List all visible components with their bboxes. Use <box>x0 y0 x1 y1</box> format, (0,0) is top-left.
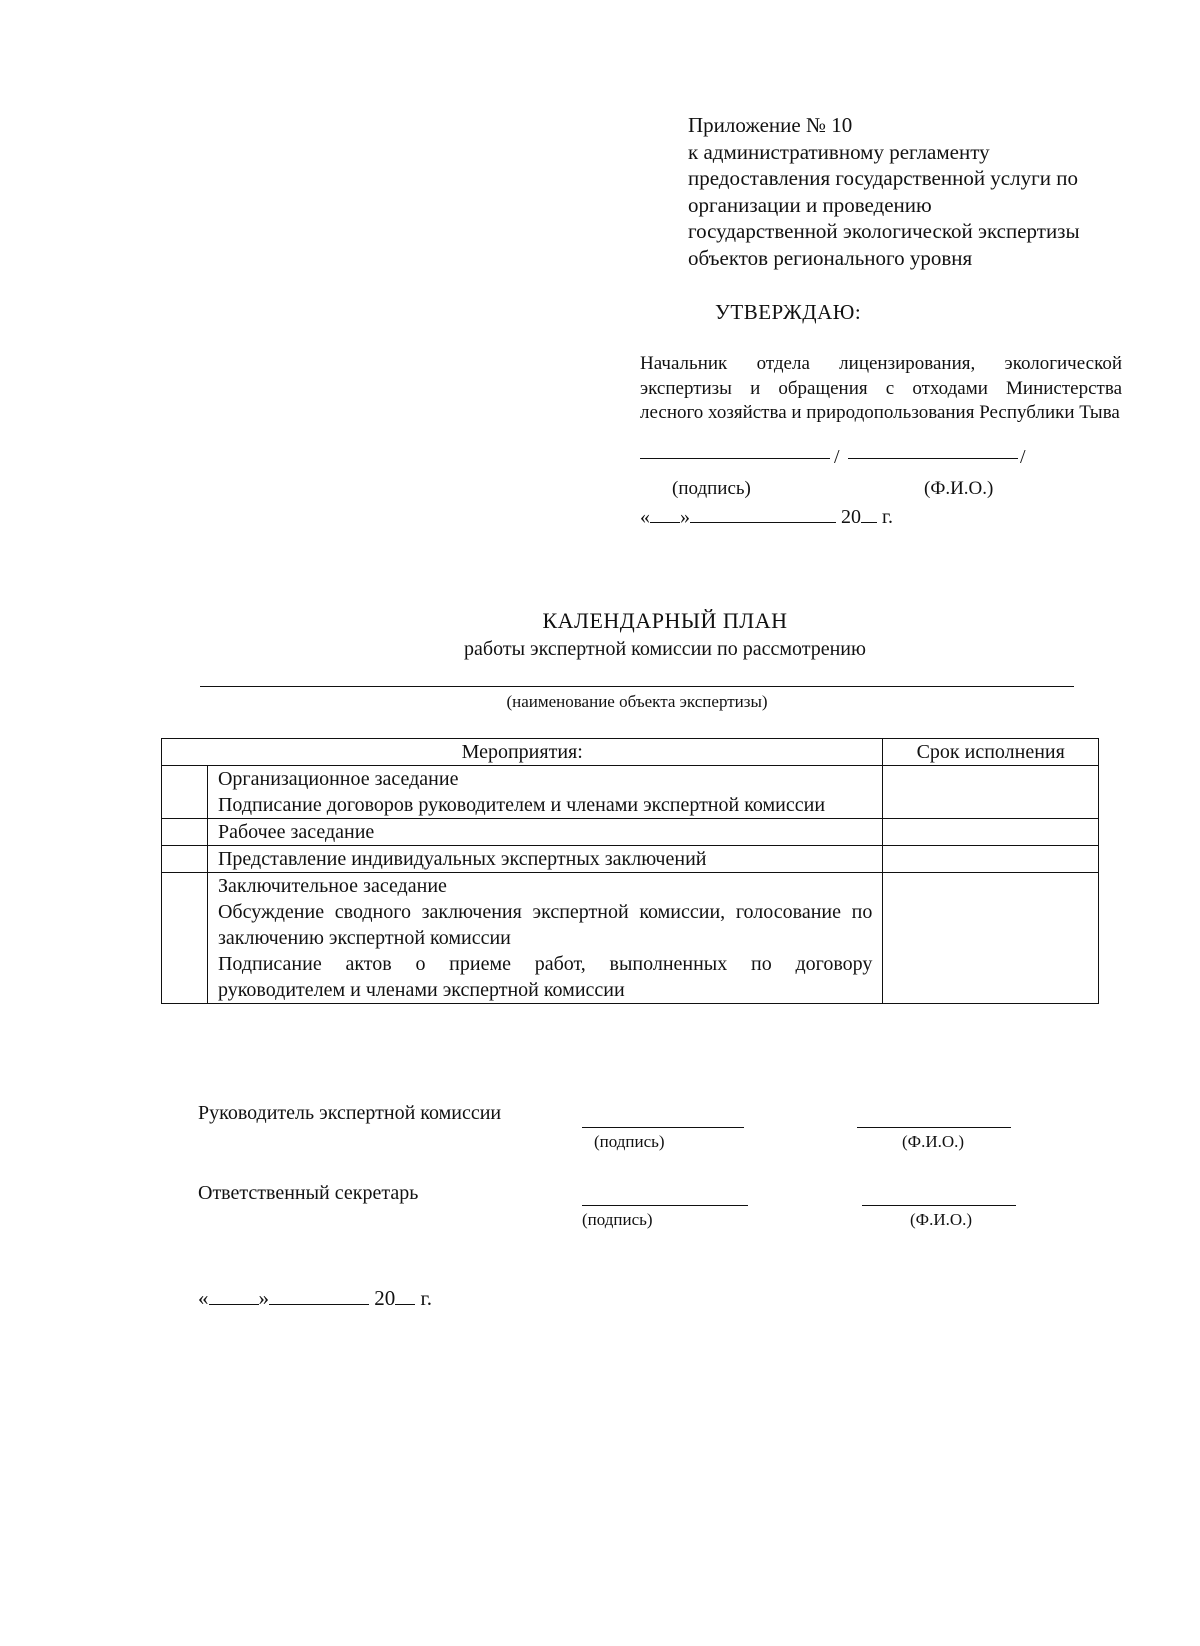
approver-signature-caption: (подпись) <box>672 478 751 499</box>
row-number-cell <box>162 766 208 819</box>
approval-date <box>640 506 893 529</box>
closing-date <box>198 1286 432 1311</box>
secretary-signature-caption: (подпись) <box>582 1210 653 1229</box>
appendix-line: предоставления государственной услуги по <box>688 166 1078 190</box>
header-deadline: Срок исполнения <box>883 739 1099 766</box>
event-line: Подписание актов о приеме работ, выполненных по договору руководителем и членами экспертной комиссии <box>217 953 873 1001</box>
approver-name-caption: (Ф.И.О.) <box>924 478 994 499</box>
approval-title: УТВЕРЖДАЮ: <box>715 300 862 324</box>
row-number-cell <box>162 819 208 846</box>
appendix-line: Приложение № 10 <box>688 113 853 137</box>
date-quote-close: » <box>680 506 690 528</box>
head-label: Руководитель экспертной комиссии <box>198 1102 502 1124</box>
row-deadline-cell <box>883 766 1099 819</box>
row-number-cell <box>162 873 208 1004</box>
approver-name-line <box>848 458 1018 459</box>
approver-position: Начальник отдела лицензирования, экологической экспертизы и обращения с отходами Министерства лесного хозяйства и природопользования Республики Тыва <box>640 353 1122 423</box>
event-line: Заключительное заседание <box>217 875 447 897</box>
event-line: Представление индивидуальных экспертных заключений <box>217 848 707 870</box>
event-line: Рабочее заседание <box>217 821 375 843</box>
appendix-line: к административному регламенту <box>688 139 990 164</box>
row-deadline-cell <box>883 819 1099 846</box>
slash-separator: / <box>834 446 840 468</box>
row-deadline-cell <box>883 873 1099 1004</box>
appendix-line: объектов регионального уровня <box>688 245 973 270</box>
appendix-header <box>688 112 1158 271</box>
date-day-blank <box>650 506 680 523</box>
object-name-line <box>200 686 1074 687</box>
secretary-name-caption: (Ф.И.О.) <box>910 1210 973 1229</box>
plan-subtitle: работы экспертной комиссии по рассмотрению <box>464 638 866 660</box>
plan-table <box>161 738 1099 1004</box>
approver-signature-line <box>640 458 830 459</box>
head-name-caption: (Ф.И.О.) <box>902 1132 965 1151</box>
row-events-cell <box>207 846 882 873</box>
row-events-cell <box>207 819 882 846</box>
secretary-name-line <box>862 1205 1016 1206</box>
head-name-line <box>857 1127 1011 1128</box>
table-row <box>162 766 1099 819</box>
date-quote-open: « <box>198 1286 209 1310</box>
table-header-row <box>162 739 1099 766</box>
date-year: 20 <box>841 506 861 528</box>
secretary-label: Ответственный секретарь <box>198 1182 419 1204</box>
row-events-cell <box>207 766 882 819</box>
event-line: Обсуждение сводного заключения экспертной комиссии, голосование по заключению экспертной комиссии <box>217 901 873 949</box>
date-year: 20 <box>374 1286 396 1310</box>
date-quote-close: » <box>258 1286 269 1310</box>
row-deadline-cell <box>883 846 1099 873</box>
date-suffix: г. <box>882 506 893 528</box>
date-year-blank <box>861 506 877 523</box>
date-day-blank <box>209 1288 259 1305</box>
date-month-blank <box>269 1288 369 1305</box>
appendix-line: организации и проведению <box>688 192 932 217</box>
date-month-blank <box>690 506 836 523</box>
date-year-blank <box>395 1288 415 1305</box>
appendix-line: государственной экологической экспертизы <box>688 219 1080 243</box>
table-row <box>162 819 1099 846</box>
secretary-signature-line <box>582 1205 748 1206</box>
table-row <box>162 873 1099 1004</box>
date-suffix: г. <box>420 1286 432 1310</box>
object-name-caption: (наименование объекта экспертизы) <box>506 692 768 711</box>
table-row <box>162 846 1099 873</box>
event-line: Организационное заседание <box>217 768 459 790</box>
header-events: Мероприятия: <box>162 739 883 766</box>
row-events-cell <box>207 873 882 1004</box>
row-number-cell <box>162 846 208 873</box>
date-quote-open: « <box>640 506 650 528</box>
event-line: Подписание договоров руководителем и членами экспертной комиссии <box>217 794 826 816</box>
plan-title: КАЛЕНДАРНЫЙ ПЛАН <box>542 608 788 633</box>
slash-separator: / <box>1020 446 1026 468</box>
head-signature-line <box>582 1127 744 1128</box>
head-signature-caption: (подпись) <box>594 1132 665 1151</box>
